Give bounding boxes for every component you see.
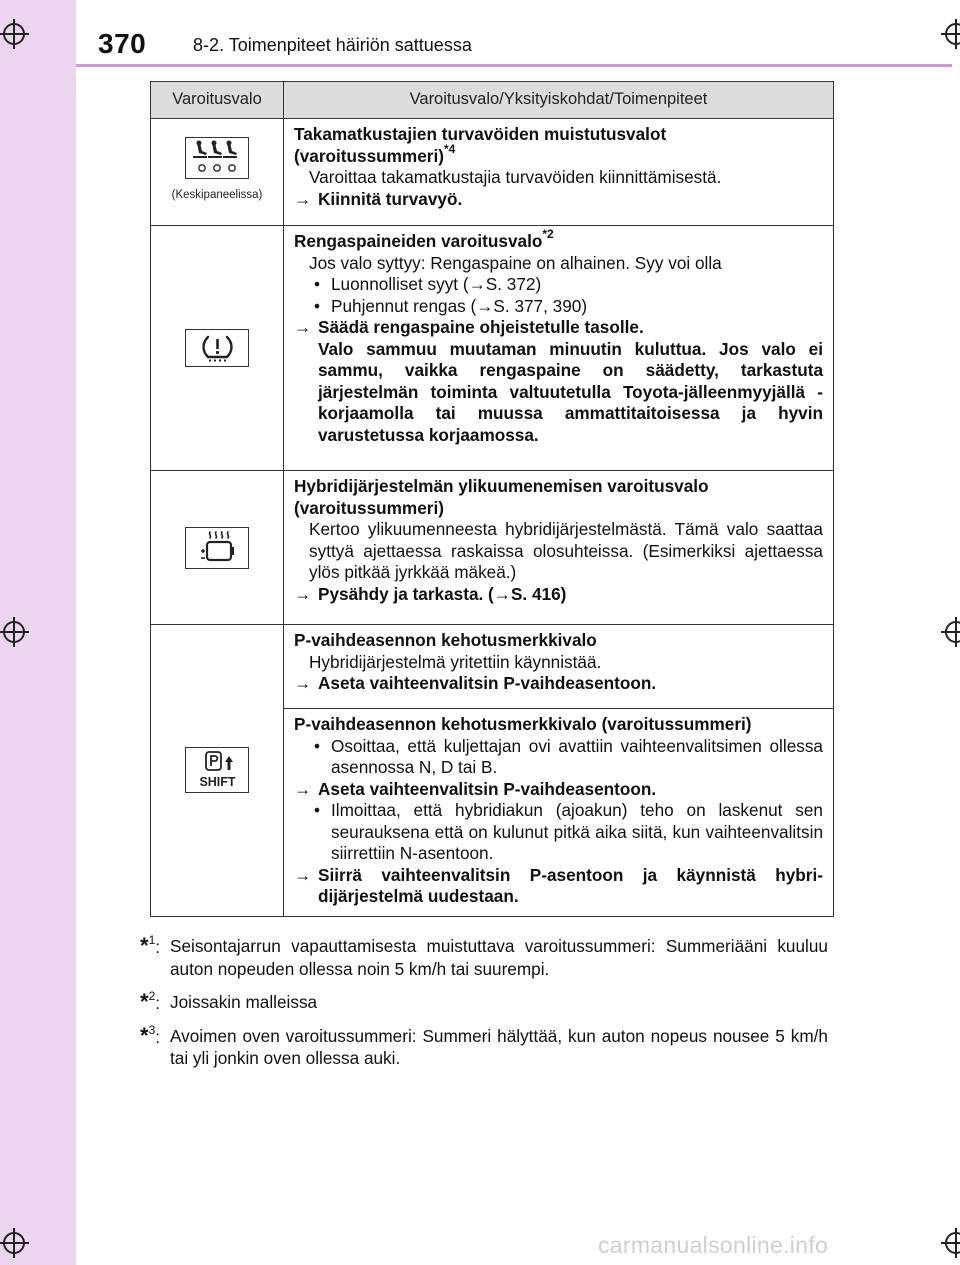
- hybrid-overheat-warning-icon: [185, 527, 249, 569]
- footnote-text: Seisontajarrun vapauttamisesta muistuttava varoitussummeri: Summeriääni kuuluu auton nopeuden ollessa noin 5 km/h tai suurempi.: [170, 936, 828, 979]
- column-header-light: Varoitusvalo: [151, 82, 284, 119]
- tire-pressure-warning-icon: [185, 329, 249, 367]
- list-item: • Ilmoittaa, että hybridiakun (ajoakun) teho on laskenut sen seurauksena että on kulunut pitkä aika siitä, kun vaihteenvalitsin siirrettiin N-asentoon.: [294, 800, 823, 865]
- details-cell: [284, 119, 834, 226]
- column-header-details: Varoitusvalo/Yksityiskohdat/Toimenpiteet: [284, 82, 834, 119]
- row-action: → Aseta vaihteenvalitsin P-vaihdeasentoon.: [294, 673, 823, 695]
- footnote-ref: *4: [443, 141, 456, 156]
- table-row: [151, 471, 834, 625]
- footnotes: [140, 935, 828, 1081]
- p-shift-indicator-icon: [185, 747, 249, 793]
- icon-cell: [151, 119, 284, 226]
- details-cell: [284, 471, 834, 625]
- row-title: P-vaihdeasennon kehotusmerkkivalo: [294, 630, 597, 650]
- footnote-mark: *$^1$:: [140, 933, 161, 958]
- details-cell: [284, 226, 834, 471]
- icon-cell: [151, 625, 284, 917]
- rear-seatbelt-warning-icon: [185, 137, 249, 179]
- table-row: [151, 226, 834, 471]
- table-row: [151, 119, 834, 226]
- icon-cell: [151, 471, 284, 625]
- row-title: Rengaspaineiden varoitusvalo$^{*2}$: [294, 227, 554, 251]
- registration-mark-icon: [0, 617, 29, 647]
- row-action: → Aseta vaihteenvalitsin P-vaihdeasentoon.: [294, 779, 823, 801]
- warning-light-table: [150, 81, 834, 917]
- row-description: Varoittaa takamatkustajia turvavöiden kiinnittämisestä.: [309, 167, 722, 187]
- svg-text:SHIFT: SHIFT: [198, 775, 236, 790]
- details-cell: [284, 625, 834, 709]
- footnote-item: [140, 935, 828, 980]
- row-action: → Kiinnitä turvavyö.: [294, 189, 823, 211]
- details-cell: [284, 709, 834, 917]
- list-item: • Puhjennut rengas (→S. 377, 390): [294, 296, 823, 318]
- footnote-ref: *2: [542, 227, 554, 242]
- footnote-mark: *$^3$:: [140, 1022, 161, 1048]
- row-note: Valo sammuu muutaman minuutin kuluttua. Jos valo ei sammu, vaikka rengaspaine on säädetty, tarkastuta järjestelmän toiminta valtuutetulla Toyota-jälleenmyyjällä -korjaamolla tai muussa ammattitaitoisessa ja hyvin varustetussa korjaamossa.: [318, 338, 823, 445]
- footnote-mark: *$^2$:: [140, 989, 161, 1014]
- row-title: P-vaihdeasennon kehotusmerkkivalo (varoitussummeri): [294, 714, 752, 734]
- footnote-item: [140, 1022, 828, 1070]
- row-action: → Siirrä vaihteenvalitsin P-asentoon ja käynnistä hybridijärjestelmä uudestaan.: [294, 865, 823, 908]
- row-action: → Säädä rengaspaine ohjeistetulle tasolle.: [294, 317, 823, 339]
- row-description: Kertoo ylikuumenneesta hybridijärjestelmästä. Tämä valo saattaa syttyä ajettaessa raskaissa olosuhteissa. (Esimerkiksi ajettaessa ylös pitkää jyrkkää mäkeä.): [309, 519, 823, 582]
- row-title: Hybridijärjestelmän ylikuumenemisen varoitusvalo (varoitussummeri): [294, 476, 709, 518]
- section-title: 8-2. Toimenpiteet häiriön sattuessa: [193, 35, 472, 55]
- registration-mark-icon: [0, 1228, 29, 1258]
- icon-cell: [151, 226, 284, 471]
- row-description: Hybridijärjestelmä yritettiin käynnistää.: [309, 651, 602, 672]
- page-number: 370: [98, 28, 147, 59]
- registration-mark-icon: [941, 617, 960, 647]
- row-description: Jos valo syttyy: Rengaspaine on alhainen. Syy voi olla: [309, 252, 722, 273]
- list-item: • Luonnolliset syyt (→S. 372): [294, 274, 823, 296]
- footnote-text: Avoimen oven varoitussummeri: Summeri hälyttää, kun auton nopeus nousee 5 km/h tai yli jonkin oven ollessa auki.: [170, 1025, 828, 1068]
- row-title: Takamatkustajien turvavöiden muistutusvalot (varoitussummeri)$^{*4}$: [294, 124, 667, 166]
- icon-caption: (Keskipaneelissa): [171, 189, 263, 202]
- registration-mark-icon: [0, 19, 29, 49]
- footnote-text: Joissakin malleissa: [170, 992, 318, 1012]
- row-action: → Pysähdy ja tarkasta. (→S. 416): [294, 584, 823, 606]
- table-header-row: [151, 82, 834, 119]
- watermark: carmanualsonline.info: [598, 1232, 829, 1258]
- registration-mark-icon: [941, 19, 960, 49]
- footnote-item: [140, 991, 828, 1014]
- table-row: [151, 625, 834, 709]
- registration-mark-icon: [941, 1228, 960, 1258]
- header-rule: [76, 64, 952, 67]
- list-item: • Osoittaa, että kuljettajan ovi avattiin vaihteenvalitsimen ollessa asennossa N, D tai B.: [294, 736, 823, 779]
